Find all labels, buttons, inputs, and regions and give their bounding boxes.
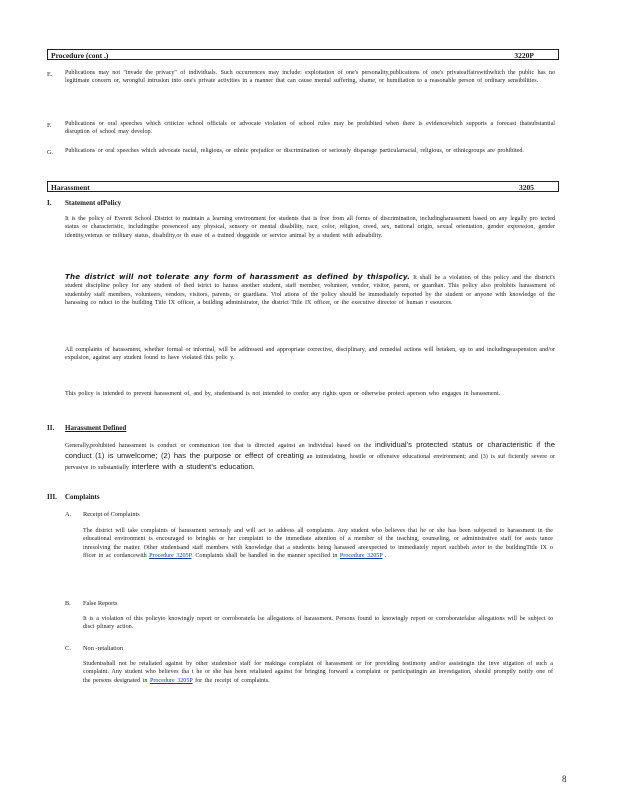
procedure-3205p-link-3[interactable]: Procedure 3205P [149,677,193,684]
subsection-c-letter: C. [65,645,71,652]
definition-text-1: Generally,prohibited harassment is conduct or communicat ion that is directed against an individual based on the [65,443,375,449]
receipt-text-2: . Complaints shall be handled in the manner specified in [191,553,340,560]
retaliation-text-1: Studentsshall not be retaliated against by other studentsor staff for makinga complaint of harassment or for providing testimony and/or assistingin the inve stigation of such a complaint. Any student who believes tha t he or she has been retaliated against for bringing forward a complaint or participatingin an investigation, should promptly notify one of the persons designated in [83,661,553,684]
procedure-3205p-link-1[interactable]: Procedure 3205P [149,553,192,560]
item-letter-g: G. [47,149,54,156]
section-2-number: II. [47,424,55,432]
procedure-header [47,49,559,60]
subsection-a-text [83,527,553,561]
section-2-title: Harassment Defined [65,424,127,432]
receipt-text-3: . [382,553,387,560]
section-3-number: III. [47,493,57,501]
definition-text-2: individual’s protected status or characteristic if the conduct (1) is unwelcome; (2) has the purpose or effect of creating [65,440,555,460]
section-2-paragraph [65,440,555,473]
item-letter-e: E. [47,71,53,78]
section-1-paragraph-3: All complaints of harassment, whether formal or informal, will be addressed and appropriate corrective, disciplinary, and remedial actions will betaken, up to and includingsuspension and/or expulsion, against any student found to have violated this polic y. [65,347,555,362]
subsection-a-letter: A. [65,511,72,518]
subsection-b-title: False Reports [83,600,118,607]
section-1-paragraph-2 [65,273,555,308]
subsection-a-title: Receipt of Complaints [83,511,140,518]
definition-text-4: interfere with a student’s education. [131,462,255,471]
harassment-header-code: 3205 [519,183,534,192]
retaliation-text-2: for the receipt of complaints. [192,677,270,684]
section-1-title: Statement ofPolicy [65,199,122,207]
receipt-text-1: The district will take complaints of harassment seriously and will act to address all complaints. Any student who believes that he or she has been subjected to harassment in the educational environment is encouraged to bringhis or her complaint to the immediate attention of a member of the teaching, counseling, or administrative staff for assis tance inresolving the matter. Other studentsand staff members with knowledge that a studentis being harassed areexpected to immediately report suchbeh avior to the buildingTitle IX o fficer in ac cordancewith [83,528,553,560]
section-1-paragraph-1: It is the policy of Everett School District to maintain a learning environment for students that is free from all forms of discrimination, includingharassment based on any legally pro tected status or characteristic, includingthe presenceof any physical, sensory or mental disability, race, color, religion, creed, sex, national origin, sexual orientation, gender expression, gender identity,veteran or military status, disability,or th euse of a trained dogguide or service animal by a student with adisability. [65,216,555,239]
page-number: 8 [562,774,567,784]
procedure-3205p-link-2[interactable]: Procedure 3205P [339,553,383,560]
section-1-number: I. [47,199,52,207]
procedure-header-code: 3220P [514,51,534,60]
item-text-e: Publications may not "invade the privacy" of individuals. Such occurrences may include: exploitation of one's personality,publications of one's privateaffairswithwhich the public has no legitimate concern or, wrongful intrusion into one's private activities in a manner that can cause mental suffering, shame, or humiliation to a reasonable person of ordinary sensibilities. [65,70,555,85]
harassment-header [47,181,559,192]
policy-text: It shall be a violation of this policy and the district's student discipline policy for any student of thed istrict to harass another student, staff member, volunteer, vendor, visitor, parent, or guardian. This policy also prohibits harassment of studentsby staff members, volunteers, vendors, visitors, parents, or guardians. Viol ations of the policy should be immediately reported by the student or anyone with knowledge of the harassing co nduct to the building Title IX officer, a building administrator, the district Title IX officer, or the executive director of human r esources. [65,275,556,307]
definition-text-3: an intimidating, hostile or offensive educational environment; and (3) is suf ficiently severe or pervasive to substantially [65,454,555,471]
policy-emphasis: The district will not tolerate any form of harassment as defined by thispolicy. [65,272,410,281]
subsection-c-title: Non -retaliation [83,645,124,652]
subsection-c-text [83,660,553,685]
item-text-f: Publications or oral speeches which criticize school officials or advocate violation of school rules may be prohibited when there is evidencewhich supports a forecast thatsubstantial disruption of school may develop. [65,121,555,136]
section-3-title: Complaints [65,493,100,501]
item-letter-f: F. [47,122,52,129]
harassment-header-title: Harassment [51,183,90,192]
item-text-g: Publications or oral speeches which advocate racial, religious, or ethnic prejudice or discrimination or seriously disparage particularracial, religious, or ethnicgroups are prohibited. [65,148,524,154]
subsection-b-text: It is a violation of this policyto knowingly report or corroboratefa lse allegations of harassment. Persons found to knowingly report or corroboratefalse allegations will be subject to disci plinary action. [83,616,553,631]
procedure-header-title: Procedure (cont .) [51,51,109,60]
section-1-paragraph-4: This policy is intended to prevent harassment of, and by, studentsand is not intended to confer any rights upon or otherwise protect aperson who engages in harassment. [65,391,500,397]
subsection-b-letter: B. [65,600,71,607]
